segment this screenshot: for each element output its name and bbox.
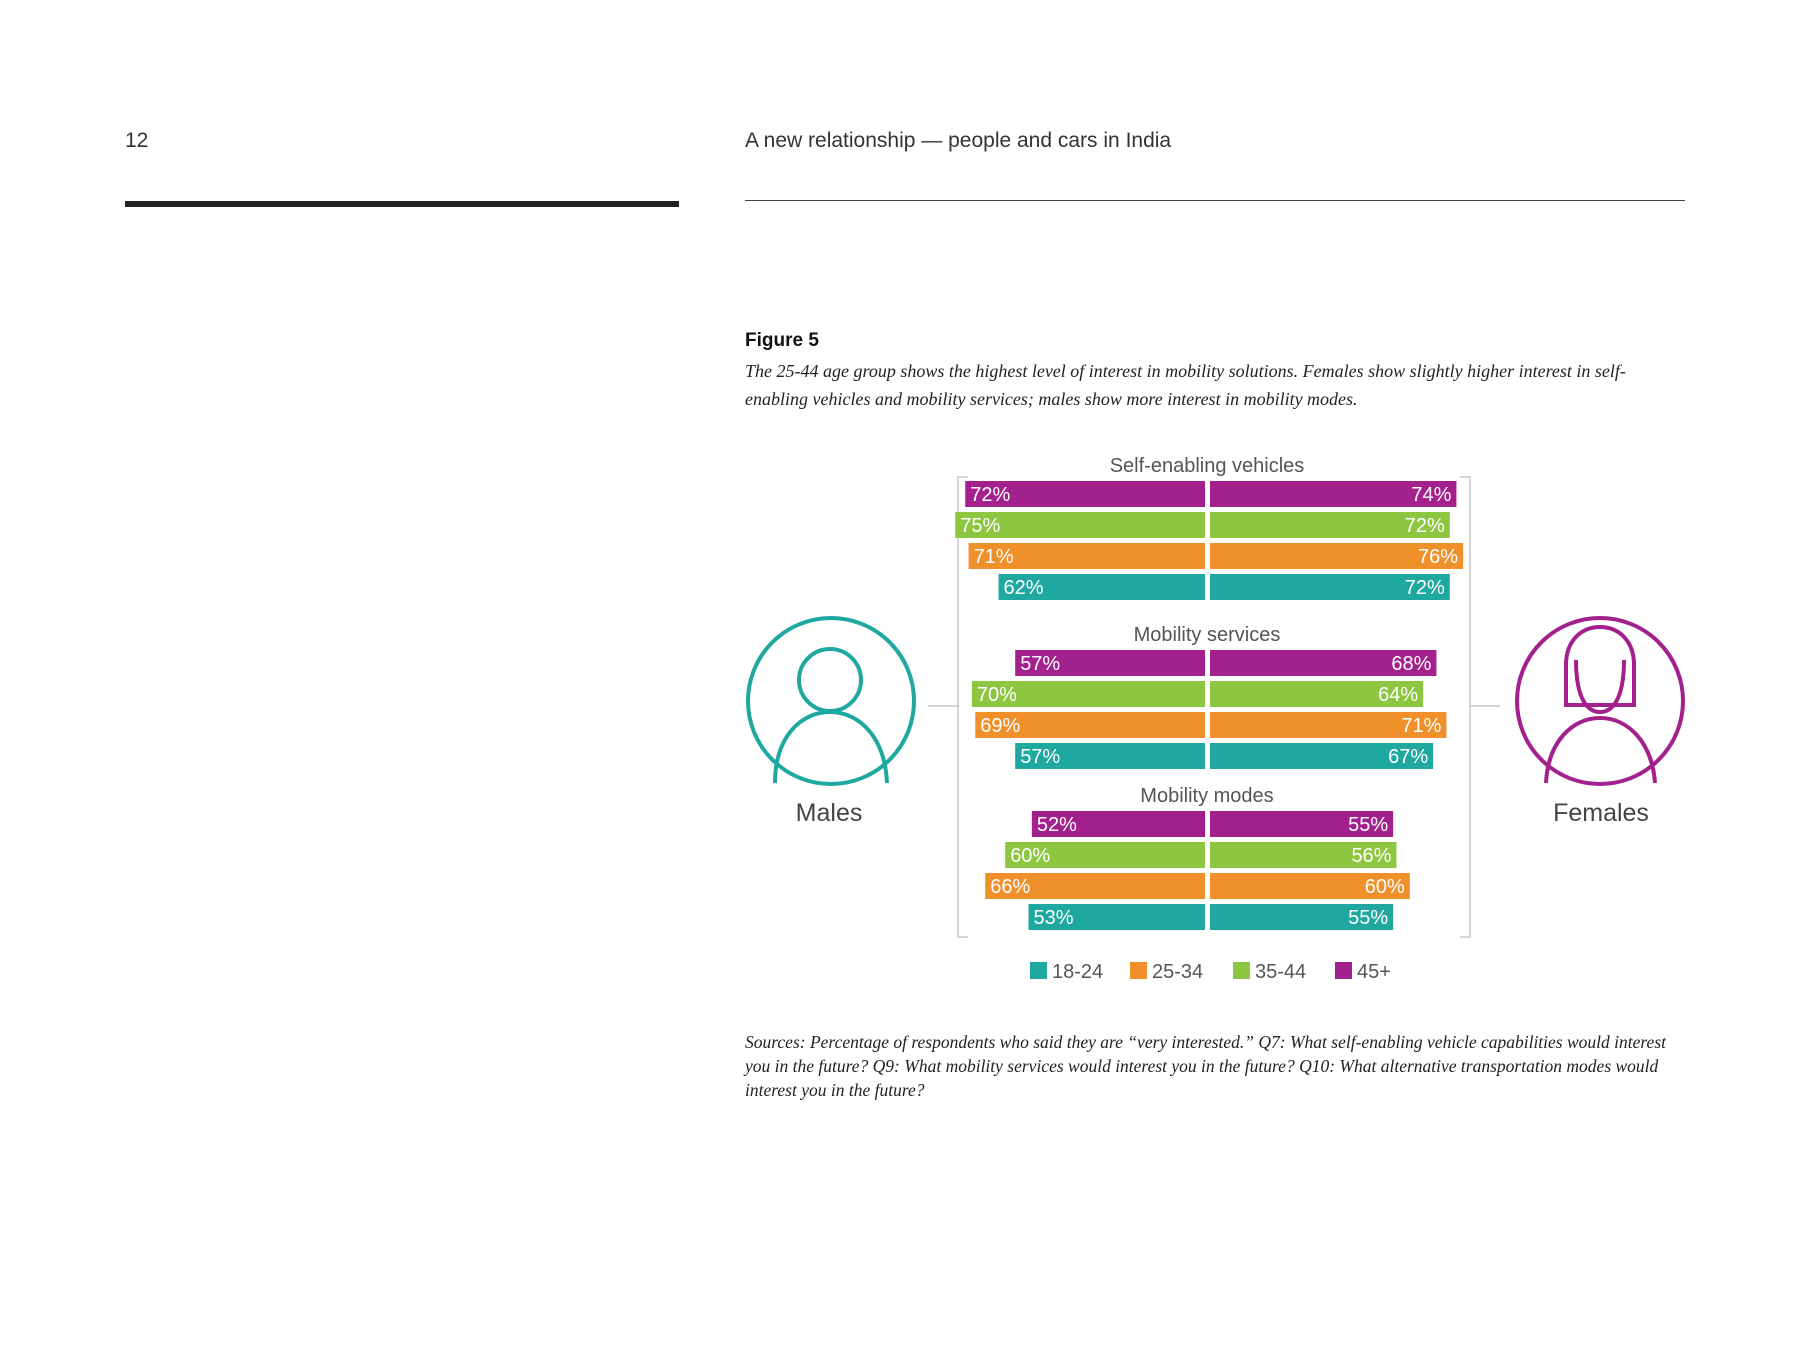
legend-label: 45+ bbox=[1357, 961, 1391, 983]
legend-label: 25-34 bbox=[1152, 961, 1204, 983]
bracket-left bbox=[958, 477, 968, 937]
bar-label-male: 71% bbox=[973, 546, 1014, 568]
bar-label-female: 55% bbox=[1348, 814, 1389, 836]
bar-label-female: 68% bbox=[1391, 653, 1432, 675]
bar-label-female: 76% bbox=[1418, 546, 1459, 568]
bar-label-male: 52% bbox=[1036, 814, 1077, 836]
legend-label: 35-44 bbox=[1255, 961, 1307, 983]
bar-label-female: 72% bbox=[1404, 515, 1445, 537]
legend-swatch bbox=[1130, 962, 1147, 979]
legend-swatch bbox=[1233, 962, 1250, 979]
figure-caption: The 25-44 age group shows the highest level of interest in mobility solutions. Females show slightly higher interest in self-enabling vehicles and mobility services; males show more interest in mobility modes. bbox=[745, 361, 1626, 409]
bar-label-male: 60% bbox=[1010, 845, 1051, 867]
bar-label-female: 72% bbox=[1404, 577, 1445, 599]
legend-label: 18-24 bbox=[1052, 961, 1104, 983]
figure-label: Figure 5 bbox=[745, 330, 819, 351]
bar-label-female: 55% bbox=[1348, 907, 1389, 929]
bar-label-female: 74% bbox=[1411, 484, 1452, 506]
page-number: 12 bbox=[125, 129, 149, 152]
bar-label-male: 57% bbox=[1020, 746, 1061, 768]
bar-label-female: 64% bbox=[1378, 684, 1419, 706]
bar-label-female: 56% bbox=[1351, 845, 1392, 867]
bar-label-male: 72% bbox=[970, 484, 1011, 506]
group-title: Self-enabling vehicles bbox=[1109, 455, 1305, 477]
bar-label-male: 53% bbox=[1033, 907, 1074, 929]
females-icon bbox=[1517, 618, 1683, 784]
bar-label-male: 66% bbox=[990, 876, 1031, 898]
males-side-label: Males bbox=[795, 799, 863, 827]
bar-label-male: 69% bbox=[980, 715, 1021, 737]
group-title: Mobility services bbox=[1133, 624, 1281, 646]
bar-label-male: 70% bbox=[976, 684, 1017, 706]
males-icon-head bbox=[799, 649, 861, 711]
bar-label-female: 67% bbox=[1388, 746, 1429, 768]
females-side-label: Females bbox=[1553, 799, 1649, 827]
bar-label-male: 62% bbox=[1003, 577, 1044, 599]
running-title: A new relationship — people and cars in India bbox=[745, 129, 1172, 152]
bar-label-male: 57% bbox=[1020, 653, 1061, 675]
bar-label-female: 60% bbox=[1364, 876, 1405, 898]
males-icon bbox=[748, 618, 914, 784]
figure-sources: Sources: Percentage of respondents who said they are “very interested.” Q7: What self-enabling vehicle capabilities would interest you in the future? Q9: What mobility services would interest you in the future? Q10: What alternative transportation modes would interest you in the future? bbox=[745, 1032, 1666, 1100]
legend-swatch bbox=[1030, 962, 1047, 979]
legend-swatch bbox=[1335, 962, 1352, 979]
bar-label-female: 71% bbox=[1401, 715, 1442, 737]
bar-label-male: 75% bbox=[960, 515, 1001, 537]
group-title: Mobility modes bbox=[1140, 785, 1274, 807]
